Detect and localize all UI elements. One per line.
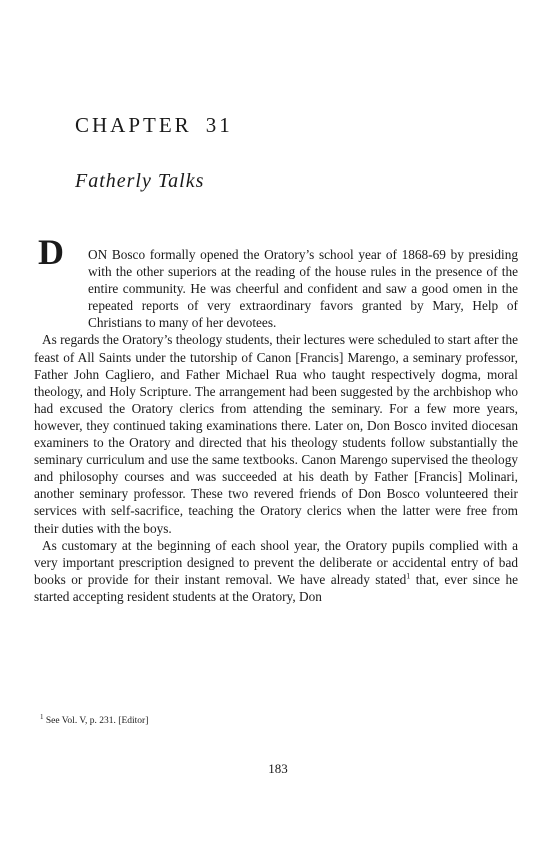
footnote-marker: 1 bbox=[40, 712, 44, 721]
chapter-label: CHAPTER bbox=[75, 113, 192, 137]
chapter-number: 31 bbox=[205, 113, 233, 137]
footnote-reference: 1 bbox=[406, 571, 411, 581]
footnote bbox=[40, 712, 149, 726]
page-number: 183 bbox=[268, 761, 288, 776]
chapter-title: Fatherly Talks bbox=[75, 170, 205, 192]
paragraph-3-text-a: As customary at the beginning of each shool year, the Oratory pupils complied with a very important prescription designed to prevent the deliberate or accidental entry of bad books or provide for their instant removal. We have already stated bbox=[34, 537, 518, 587]
paragraph-1 bbox=[34, 232, 518, 331]
drop-cap: D bbox=[38, 232, 64, 272]
paragraph-1-text: ON Bosco formally opened the Oratory’s school year of 1868-69 by presiding with the other superiors at the reading of the house rules in the presence of the entire community. He was cheerful and confident and saw a good omen in the repeated reports of very extraordinary favors granted by Mary, Help of Christians to many of her devotees. bbox=[88, 247, 518, 331]
body-text bbox=[34, 232, 519, 605]
footnote-text: See Vol. V, p. 231. [Editor] bbox=[45, 716, 149, 726]
paragraph-3 bbox=[34, 537, 518, 605]
paragraph-2: As regards the Oratory’s theology students, their lectures were scheduled to start after the feast of All Saints under the tutorship of Canon [Francis] Marengo, a seminary professor, Father John Cagliero, and Father Michael Rua who taught respectively dogma, moral theology, and Holy Scripture. The arrangement had been suggested by the archbishop who had excused the Oratory clerics from attending the seminary. For a few more years, however, they continued taking examinations there. Later on, Don Bosco invited diocesan examiners to the Oratory and directed that his theology students follow substantially the seminary curriculum and use the same textbooks. Canon Marengo supervised the theology and philosophy courses and was succeeded at his death by Father [Francis] Molinari, another seminary professor. These two revered friends of Don Bosco volunteered their services with self-sacrifice, teaching the Oratory clerics when the latter were free from their duties with the boys. bbox=[34, 332, 518, 536]
chapter-heading bbox=[75, 113, 233, 138]
paragraph-3-text-b: that, ever since he started accepting resident students at the Oratory, Don bbox=[34, 571, 519, 604]
